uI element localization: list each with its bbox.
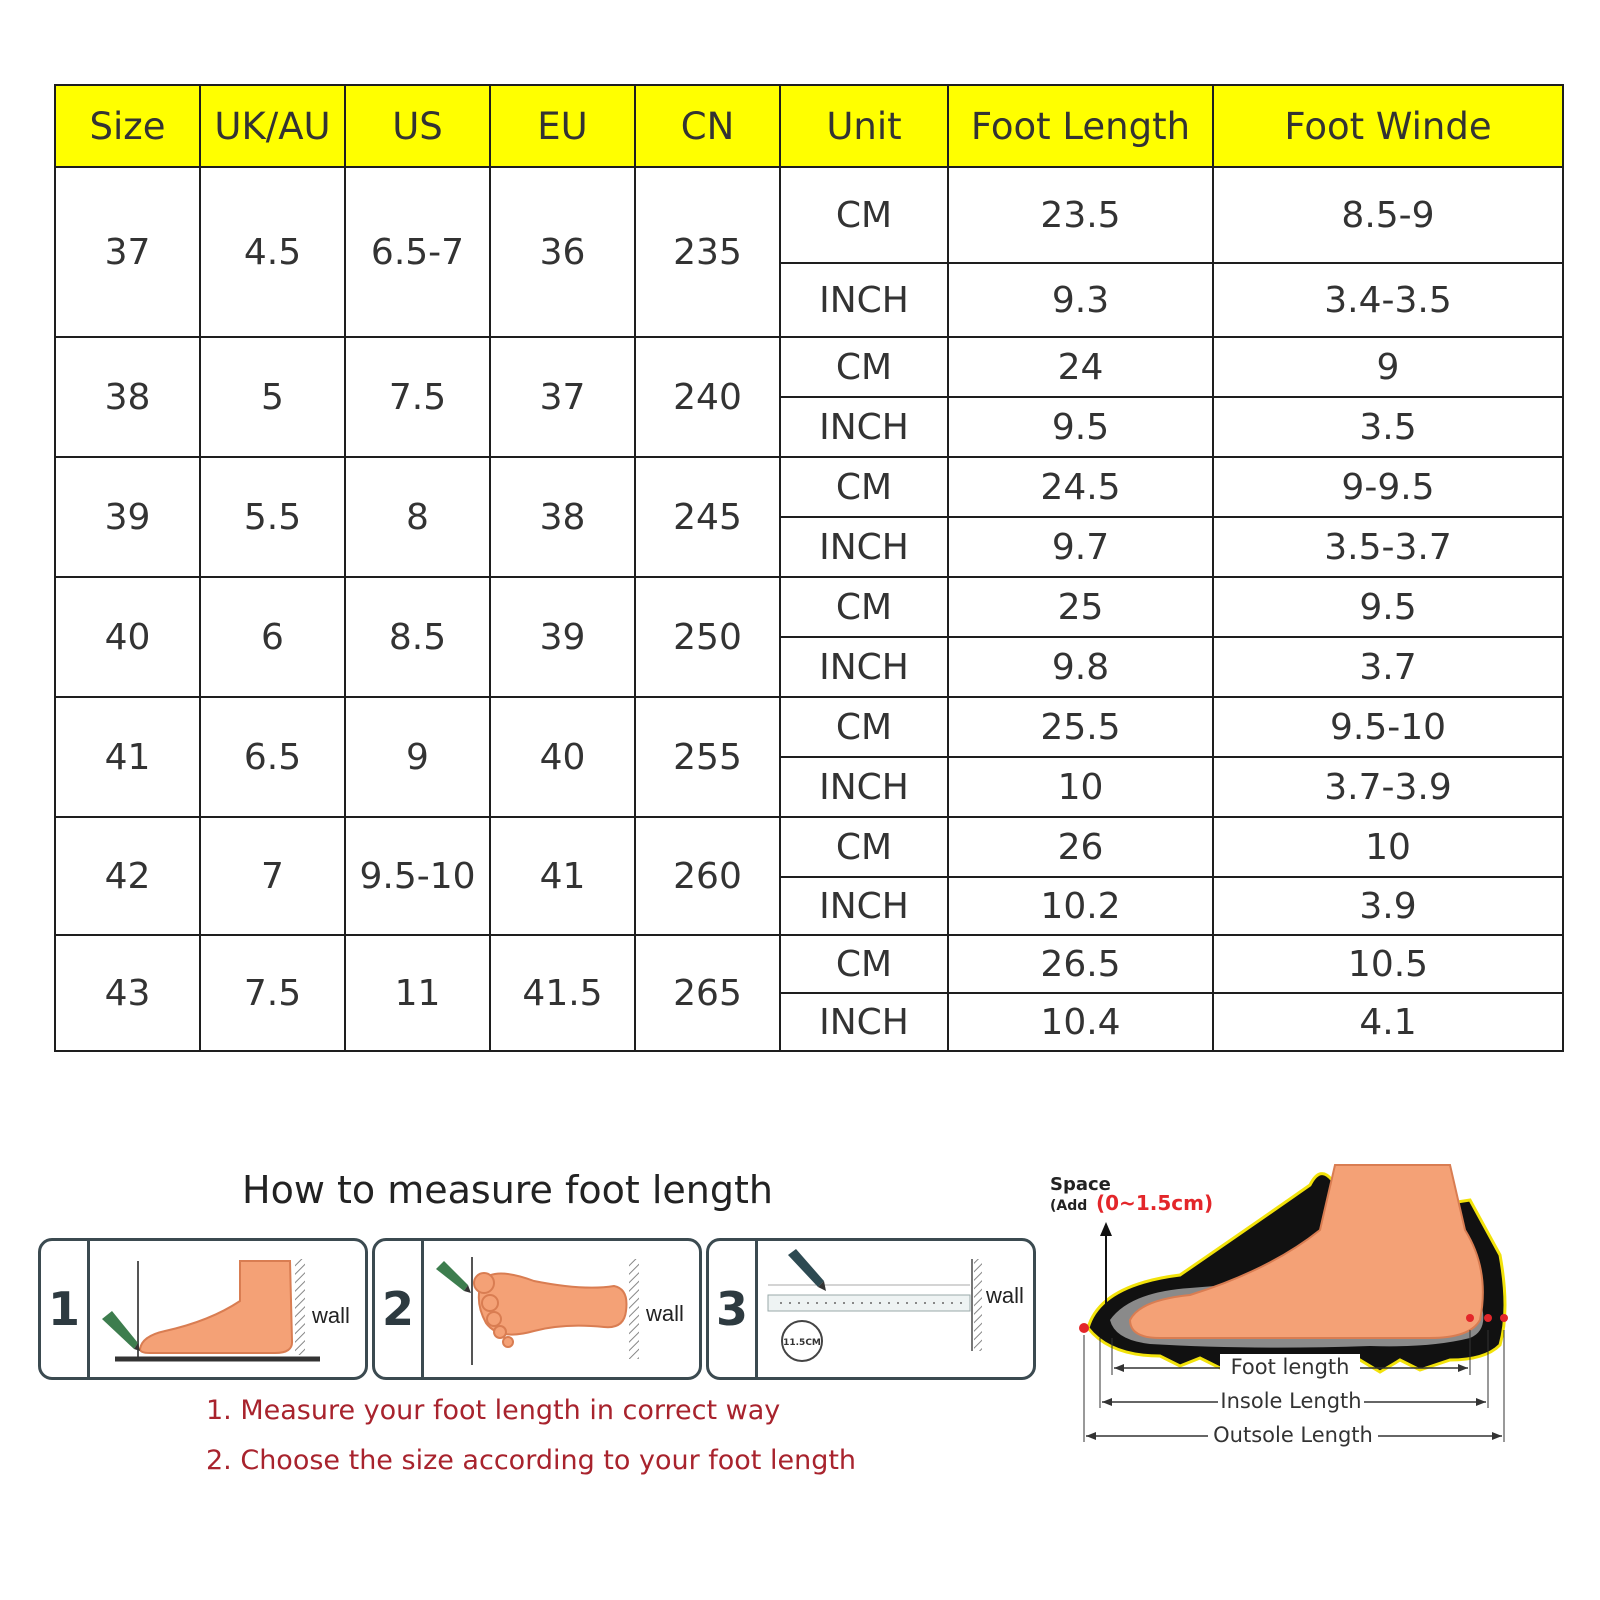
cell-cn: 245 [635,457,780,577]
cell-foot-length-inch: 10 [948,757,1213,817]
cell-foot-length-inch: 9.8 [948,637,1213,697]
cell-cn: 265 [635,935,780,1051]
cell-eu: 38 [490,457,635,577]
cell-eu: 36 [490,167,635,337]
cell-foot-width-cm: 9.5 [1213,577,1563,637]
table-body [55,167,1563,1051]
cell-foot-width-cm: 9-9.5 [1213,457,1563,517]
cell-uk-au: 7 [200,817,345,935]
cell-foot-width-inch: 3.7 [1213,637,1563,697]
insole-length-label: Insole Length [1220,1389,1362,1413]
cell-uk-au: 4.5 [200,167,345,337]
cell-unit-cm: CM [780,457,948,517]
cell-foot-width-inch: 3.4-3.5 [1213,263,1563,337]
cell-unit-cm: CM [780,697,948,757]
cell-foot-length-inch: 10.2 [948,877,1213,935]
cell-cn: 240 [635,337,780,457]
cell-foot-width-inch: 3.7-3.9 [1213,757,1563,817]
cell-size: 40 [55,577,200,697]
cell-size: 38 [55,337,200,457]
cell-eu: 40 [490,697,635,817]
foot-side-pencil-icon [90,1241,365,1377]
cell-foot-length-inch: 9.5 [948,397,1213,457]
cell-size: 43 [55,935,200,1051]
cell-size: 39 [55,457,200,577]
cell-unit-inch: INCH [780,637,948,697]
header-size: Size [55,85,200,167]
cell-foot-width-cm: 9.5-10 [1213,697,1563,757]
table-row [55,167,1563,263]
step-3-wall-label: wall [986,1283,1024,1308]
header-eu: EU [490,85,635,167]
header-uk-au: UK/AU [200,85,345,167]
cell-uk-au: 7.5 [200,935,345,1051]
step-3-panel [706,1238,1036,1380]
cell-foot-width-cm: 9 [1213,337,1563,397]
instruction-2: 2. Choose the size according to your foot length [206,1445,857,1476]
cell-unit-cm: CM [780,577,948,637]
step-3-number: 3 [709,1241,758,1377]
cell-foot-width-inch: 3.5-3.7 [1213,517,1563,577]
cell-foot-width-inch: 3.9 [1213,877,1563,935]
cell-unit-inch: INCH [780,993,948,1051]
step-1-wall-label: wall [312,1303,350,1328]
cell-us: 9.5-10 [345,817,490,935]
cell-foot-length-cm: 25.5 [948,697,1213,757]
cell-cn: 235 [635,167,780,337]
cell-foot-length-cm: 26 [948,817,1213,877]
cell-unit-inch: INCH [780,263,948,337]
space-add-prefix: (Add [1050,1198,1088,1214]
step-2-panel [372,1238,702,1380]
cell-foot-length-inch: 9.3 [948,263,1213,337]
step-2-wall-label: wall [646,1301,684,1326]
header-unit: Unit [780,85,948,167]
cell-unit-inch: INCH [780,397,948,457]
cell-foot-width-cm: 8.5-9 [1213,167,1563,263]
cell-foot-width-cm: 10.5 [1213,935,1563,993]
cell-us: 8.5 [345,577,490,697]
cell-foot-length-cm: 26.5 [948,935,1213,993]
cell-uk-au: 6 [200,577,345,697]
space-label: Space [1050,1174,1111,1195]
cell-unit-cm: CM [780,167,948,263]
cell-unit-inch: INCH [780,757,948,817]
ruler-pencil-icon [758,1241,1033,1377]
cell-foot-length-cm: 25 [948,577,1213,637]
foot-length-label: Foot length [1230,1355,1350,1379]
cell-eu: 41.5 [490,935,635,1051]
step-1-number: 1 [41,1241,90,1377]
cell-eu: 39 [490,577,635,697]
table-row [55,935,1563,993]
table-row [55,817,1563,877]
table-row [55,577,1563,637]
cell-size: 37 [55,167,200,337]
outsole-length-label: Outsole Length [1213,1423,1373,1447]
cell-uk-au: 5 [200,337,345,457]
cell-unit-inch: INCH [780,517,948,577]
cell-foot-length-cm: 23.5 [948,167,1213,263]
cell-size: 42 [55,817,200,935]
header-us: US [345,85,490,167]
size-chart-table [54,84,1564,1052]
step-2-number: 2 [375,1241,424,1377]
cell-unit-cm: CM [780,817,948,877]
cell-foot-length-inch: 10.4 [948,993,1213,1051]
header-cn: CN [635,85,780,167]
cell-us: 8 [345,457,490,577]
shoe-cross-section-icon [1050,1160,1570,1500]
cell-foot-length-inch: 9.7 [948,517,1213,577]
instruction-1: 1. Measure your foot length in correct way [206,1395,781,1426]
cell-us: 6.5-7 [345,167,490,337]
table-header-row [55,85,1563,167]
table-row [55,337,1563,397]
table-row [55,697,1563,757]
step-1-panel [38,1238,368,1380]
cell-eu: 37 [490,337,635,457]
cell-uk-au: 6.5 [200,697,345,817]
cell-foot-width-inch: 3.5 [1213,397,1563,457]
cell-cn: 255 [635,697,780,817]
table-row [55,457,1563,517]
cell-foot-width-cm: 10 [1213,817,1563,877]
cell-cn: 260 [635,817,780,935]
cell-foot-length-cm: 24 [948,337,1213,397]
space-add-value: (0~1.5cm) [1096,1191,1214,1215]
cell-foot-width-inch: 4.1 [1213,993,1563,1051]
cell-size: 41 [55,697,200,817]
cell-us: 9 [345,697,490,817]
guide-title: How to measure foot length [242,1168,773,1212]
cell-cn: 250 [635,577,780,697]
cell-uk-au: 5.5 [200,457,345,577]
cell-eu: 41 [490,817,635,935]
step-3-measure-label: 11.5CM [783,1338,821,1348]
cell-unit-cm: CM [780,337,948,397]
foot-top-pencil-icon [424,1241,699,1377]
cell-unit-inch: INCH [780,877,948,935]
cell-unit-cm: CM [780,935,948,993]
cell-us: 11 [345,935,490,1051]
header-foot-length: Foot Length [948,85,1213,167]
cell-us: 7.5 [345,337,490,457]
cell-foot-length-cm: 24.5 [948,457,1213,517]
header-foot-width: Foot Winde [1213,85,1563,167]
